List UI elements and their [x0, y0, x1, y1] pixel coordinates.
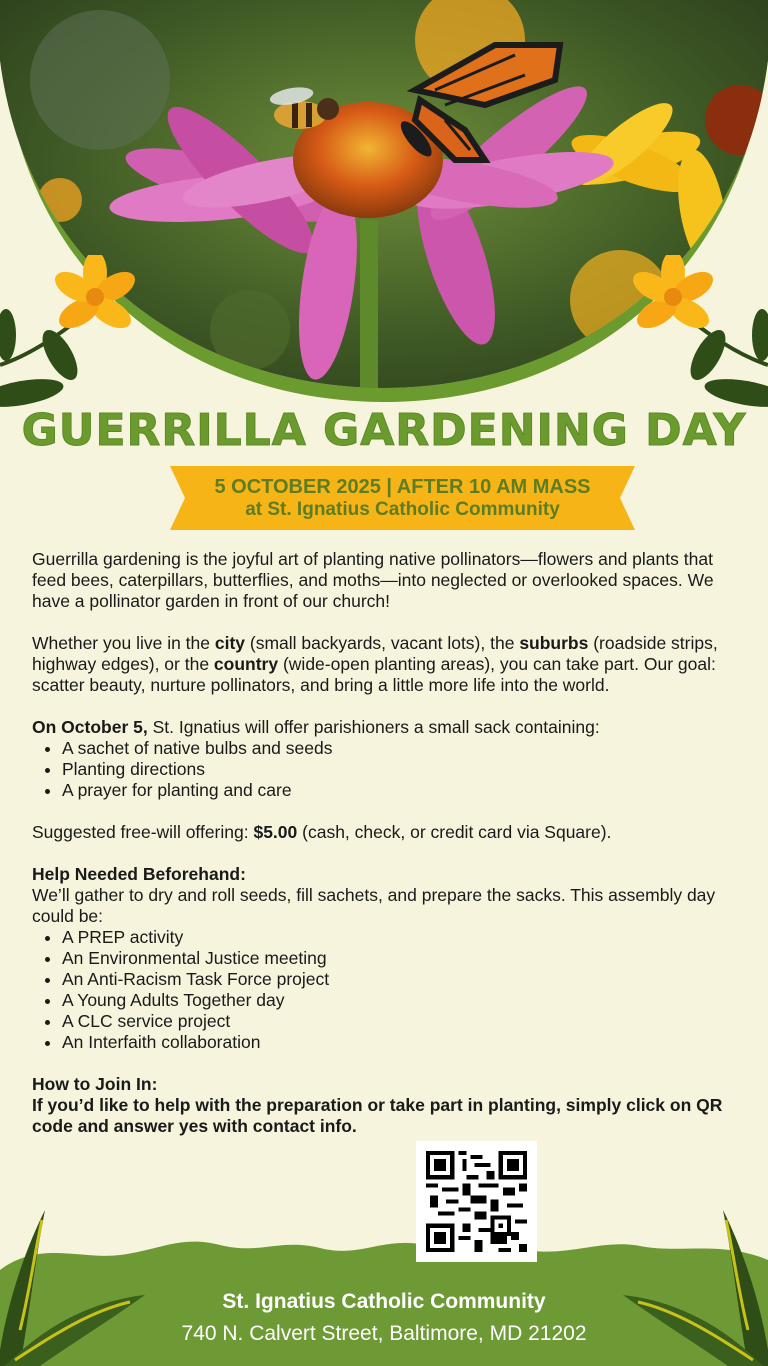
- join-text: If you’d like to help with the preparation or take part in planting, simply click on QR code and answer yes with contact info.: [32, 1095, 723, 1136]
- list-item: • A sachet of native bulbs and seeds: [62, 738, 732, 759]
- qr-code[interactable]: [416, 1141, 537, 1262]
- list-item: • An Environmental Justice meeting: [62, 948, 732, 969]
- body-content: [32, 549, 732, 1137]
- event-date: 5 OCTOBER 2025 | AFTER 10 AM MASS: [214, 476, 591, 498]
- footer-name: St. Ignatius Catholic Community: [222, 1290, 546, 1313]
- list-item: • Planting directions: [62, 759, 732, 780]
- help-list: [32, 927, 732, 1053]
- list-item: • An Anti-Racism Task Force project: [62, 969, 732, 990]
- orange-flower-icon: [630, 255, 768, 410]
- event-location: at St. Ignatius Catholic Community: [245, 499, 560, 520]
- join-heading: How to Join In:: [32, 1074, 158, 1094]
- list-item: • A Young Adults Together day: [62, 990, 732, 1011]
- where-paragraph: Whether you live in the city (small backyards, vacant lots), the suburbs (roadside strips, highway edges), or the country (wide-open planting areas), you can take part. Our goal: scatter beauty, nurture pollinators, and bring a little more life into the world.: [32, 633, 718, 695]
- list-item: • A PREP activity: [62, 927, 732, 948]
- sack-list: [32, 738, 732, 801]
- page-title: GUERRILLA GARDENING DAY: [21, 405, 747, 456]
- footer-address: 740 N. Calvert Street, Baltimore, MD 21202: [181, 1322, 587, 1345]
- list-item: • A prayer for planting and care: [62, 780, 732, 801]
- orange-flower-icon: [0, 255, 135, 410]
- list-item: • A CLC service project: [62, 1011, 732, 1032]
- date-ribbon: [170, 466, 635, 530]
- help-text: We’ll gather to dry and roll seeds, fill sachets, and prepare the sacks. This assembly day could be:: [32, 885, 716, 926]
- list-item: • An Interfaith collaboration: [62, 1032, 732, 1053]
- offering-paragraph: Suggested free-will offering: $5.00 (cash, check, or credit card via Square).: [32, 822, 612, 842]
- help-heading: Help Needed Beforehand:: [32, 864, 246, 884]
- intro-paragraph: Guerrilla gardening is the joyful art of planting native pollinators—flowers and plants that feed bees, caterpillars, butterflies, and moths—into neglected or overlooked spaces. We have a pollinator garden in front of our church!: [32, 549, 714, 611]
- sack-paragraph: On October 5, St. Ignatius will offer parishioners a small sack containing:: [32, 717, 600, 737]
